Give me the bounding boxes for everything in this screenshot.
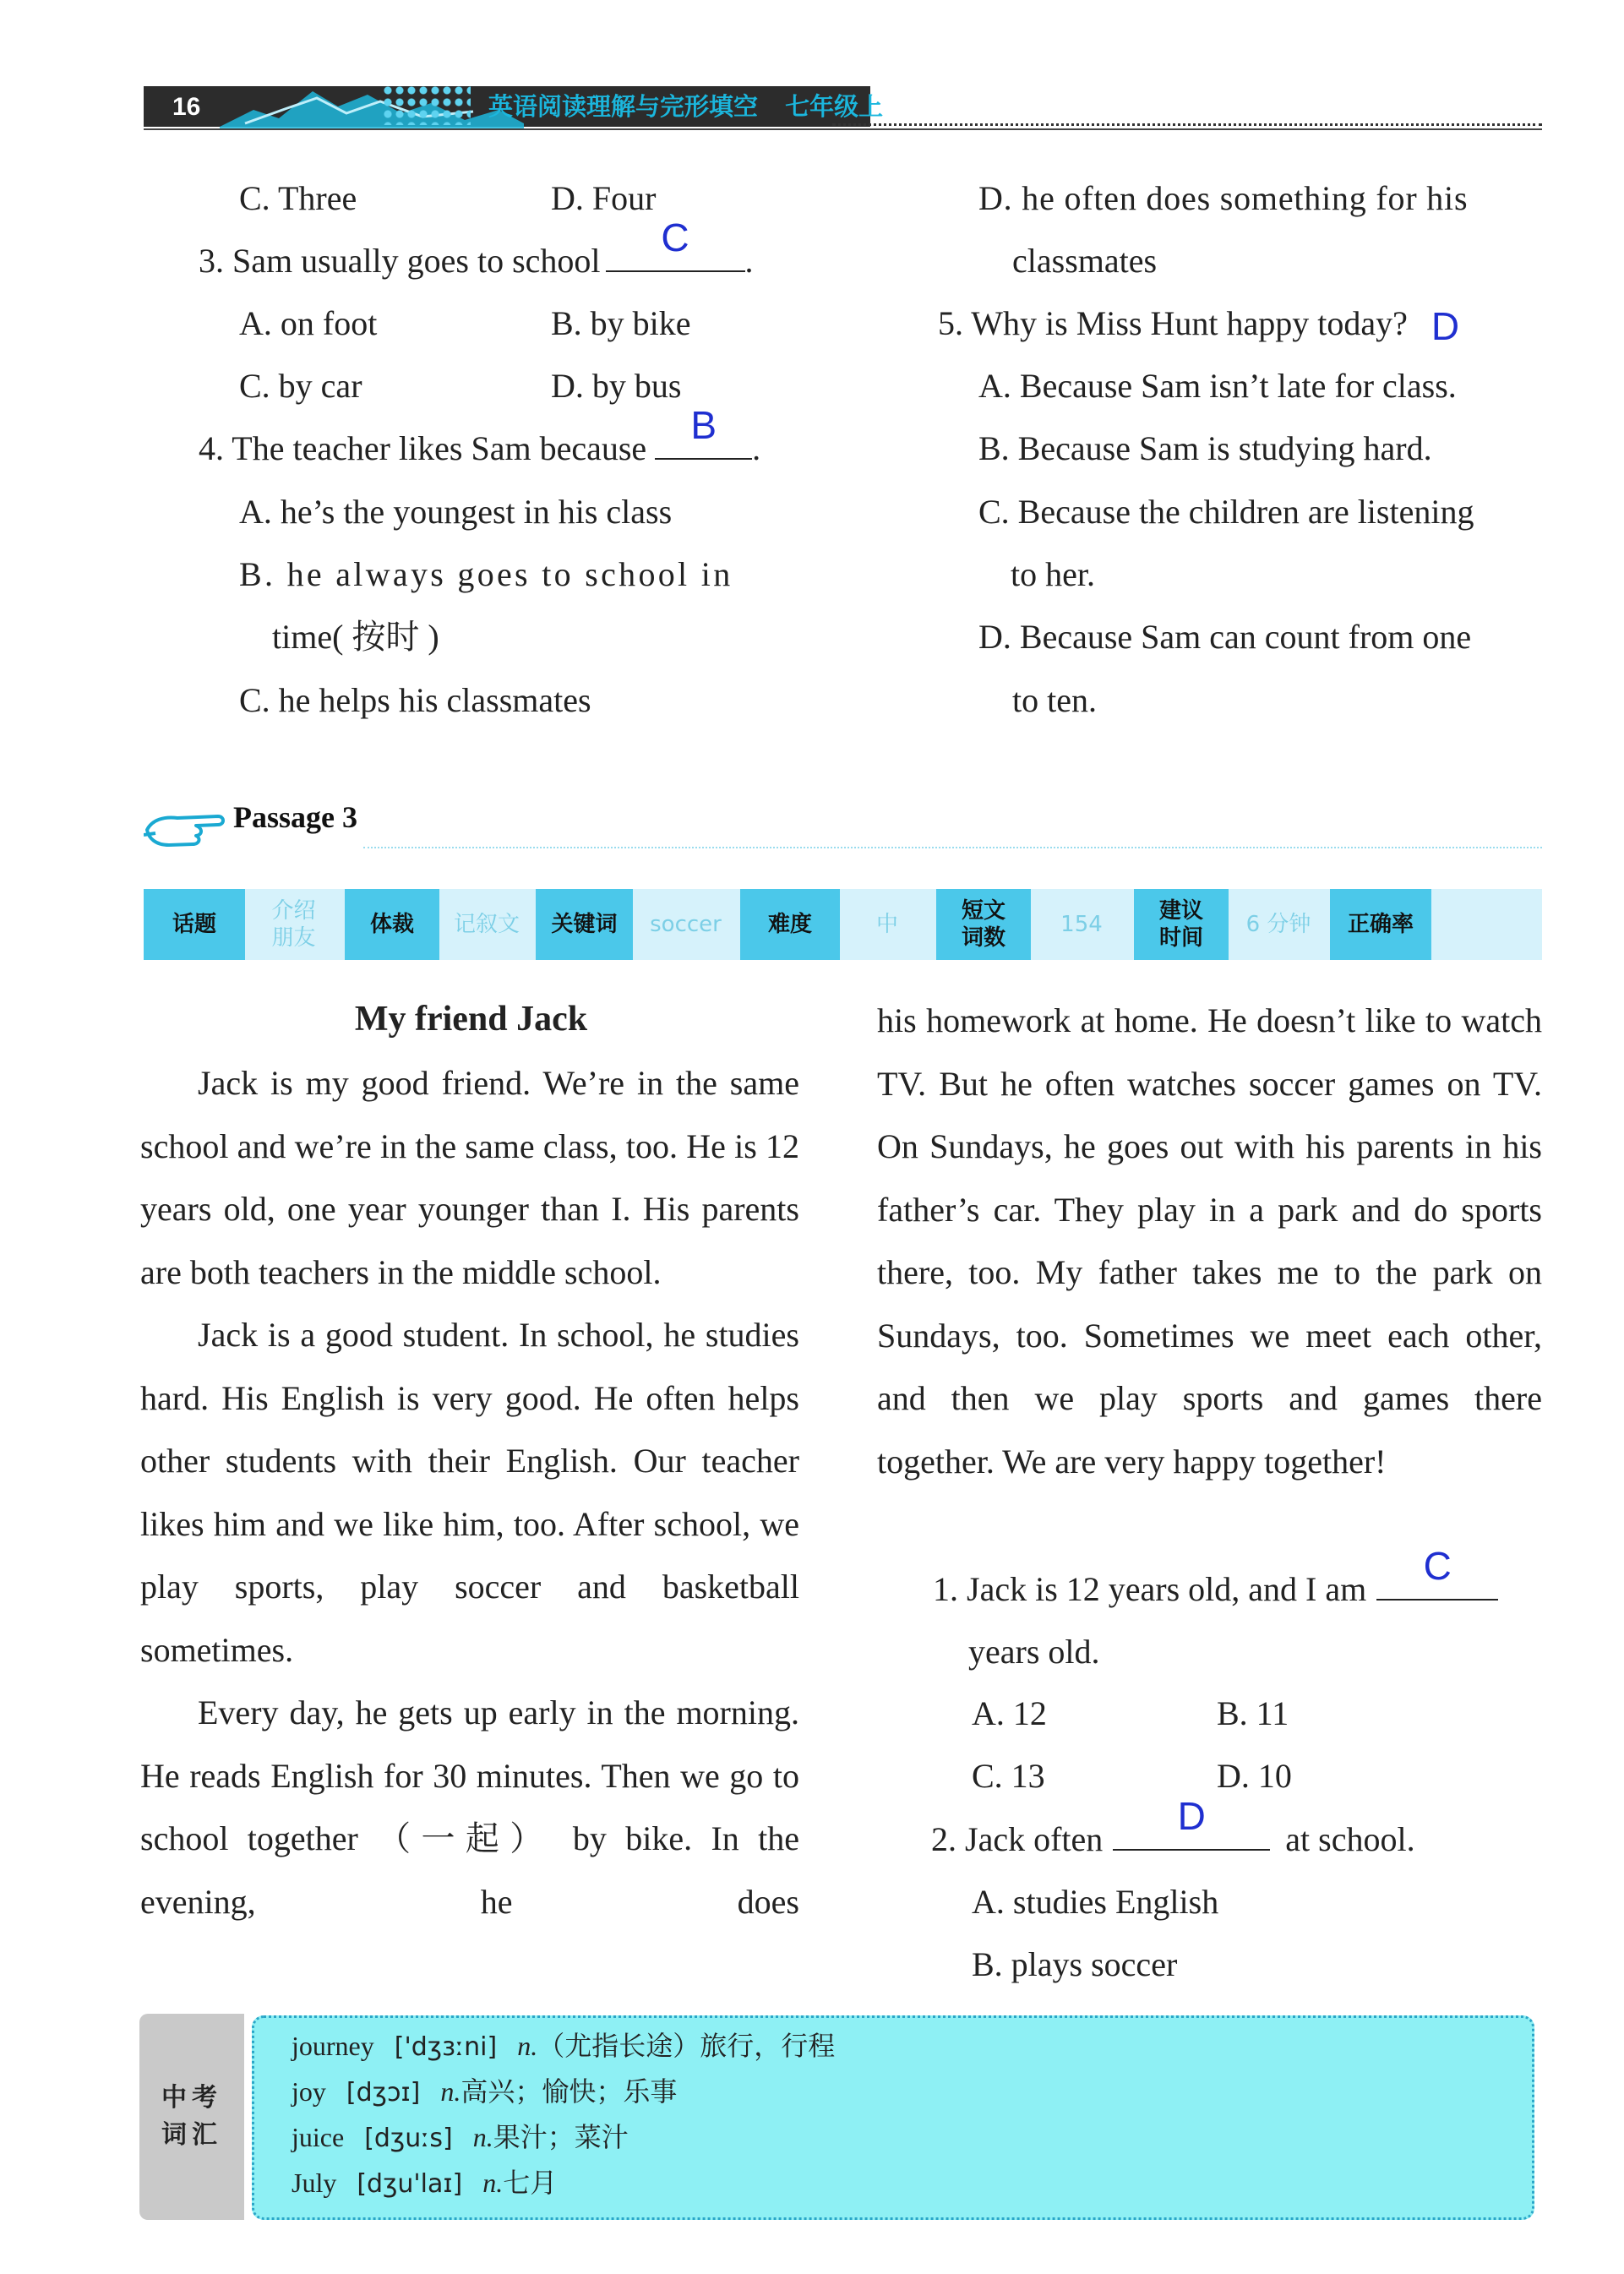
prev-q4-option-d-line1: D. he often does something for his: [978, 179, 1469, 217]
vocab-pos: n.: [472, 2122, 493, 2152]
prev-q5-option-c-line2: to her.: [1011, 555, 1095, 593]
pointing-hand-icon: [144, 804, 228, 850]
vocab-word: joy: [292, 2076, 326, 2107]
info-genre-value: 记叙文: [439, 889, 534, 960]
vocab-ipa: [dʒɔɪ]: [346, 2078, 421, 2108]
prev-q5-option-c-line1: C. Because the children are listening: [978, 493, 1474, 531]
prev-q5-stem: [938, 292, 1459, 355]
vocab-label-line-2: 词汇: [161, 2120, 222, 2150]
prev-q3-option-b: B. by bike: [551, 304, 691, 342]
vocab-pos: n.: [517, 2031, 538, 2061]
prev-q4-option-b-line1: B. he always goes to school in: [239, 555, 733, 593]
prev-q4-option-a: A. he’s the youngest in his class: [239, 493, 673, 531]
info-time-label-1: 建议: [1158, 898, 1203, 924]
info-time-value: 6 分钟: [1229, 889, 1328, 960]
page-number: 16: [172, 93, 201, 121]
passage-paragraph-2: Jack is a good student. In school, he studies hard. His English is very good. He often helps other students with their English. Our teacher likes him and we like him, too. After school, we play sports, play soccer and basketball sometimes.: [140, 1316, 799, 1669]
vocab-ipa: [dʒu'laɪ]: [357, 2169, 463, 2199]
q4-stem-text: 4. The teacher likes Sam because: [199, 429, 647, 467]
prev-q4-stem: 4. The teacher likes Sam because B .: [199, 403, 761, 467]
passage-paragraph-3: Every day, he gets up early in the morning. He reads English for 30 minutes. Then we go to school together （一起） by bike. In the evening, he does: [140, 1693, 799, 1921]
q1-option-b: B. 11: [1217, 1694, 1289, 1732]
q2-stem-text: 2. Jack often: [931, 1820, 1104, 1858]
prev-q2-option-c: C. Three: [239, 179, 357, 217]
vocab-entry: [292, 2023, 835, 2070]
header-dots: [382, 85, 471, 125]
prev-q4-option-c: C. he helps his classmates: [239, 681, 591, 719]
info-keyword-label: 关键词: [536, 889, 633, 960]
info-difficulty-value: 中: [840, 889, 935, 960]
q1-option-c: C. 13: [972, 1757, 1045, 1795]
q3-stem-text: 3. Sam usually goes to school: [199, 242, 601, 280]
q3-answer-blank: [606, 215, 745, 272]
q1-stem: [933, 1544, 1498, 1621]
prev-q2-option-d: D. Four: [551, 179, 657, 217]
prev-q3-option-c: C. by car: [239, 367, 362, 405]
vocab-meaning: （尤指长途）旅行，行程: [537, 2031, 836, 2061]
info-wordcount-label-1: 短文: [961, 898, 1005, 924]
info-topic-label: 话题: [144, 889, 245, 960]
vocab-ipa: ['dʒɜːni]: [394, 2032, 498, 2062]
info-difficulty-label: 难度: [740, 889, 840, 960]
vocab-label-line-1: 中考: [161, 2083, 222, 2113]
book-title: [488, 88, 883, 123]
passage-dotted-rule: [363, 847, 1542, 848]
info-wordcount-value: 154: [1031, 889, 1132, 960]
vocab-box: [252, 2015, 1534, 2220]
q3-answer: C: [661, 215, 689, 259]
vocab-pos: n.: [482, 2168, 504, 2198]
vocab-word: July: [292, 2168, 337, 2198]
vocab-word: journey: [292, 2031, 374, 2061]
header-dotted-rule: [832, 123, 1542, 126]
info-keyword-value: soccer: [633, 889, 738, 960]
vocab-pos: n.: [440, 2076, 461, 2107]
q5-answer: D: [1431, 304, 1460, 348]
prev-q4-option-b-line2: time( 按时 ): [272, 618, 439, 656]
prev-q3-option-a: A. on foot: [239, 304, 378, 342]
q1-answer: C: [1423, 1544, 1452, 1588]
q2-stem-end: at school.: [1285, 1820, 1415, 1858]
vocab-meaning: 果汁；菜汁: [493, 2122, 629, 2152]
q2-answer-blank: [1113, 1794, 1270, 1851]
grade-text: 七年级上: [785, 92, 884, 121]
header-underline: [144, 128, 1542, 130]
prev-q3-stem: 3. Sam usually goes to school C .: [199, 215, 754, 280]
q1-option-a: A. 12: [972, 1694, 1047, 1732]
vocab-meaning: 高兴；愉快；乐事: [460, 2076, 678, 2107]
info-wordcount-label: [936, 889, 1031, 960]
q1-answer-blank: [1376, 1544, 1498, 1601]
q4-answer: B: [690, 403, 717, 447]
vocab-entry: [292, 2069, 677, 2116]
info-wordcount-label-2: 词数: [961, 925, 1005, 951]
prev-q5-option-b: B. Because Sam is studying hard.: [978, 429, 1432, 467]
passage-left-column: [140, 1052, 799, 1933]
q4-answer-blank: [655, 403, 752, 460]
book-title-text: 英语阅读理解与完形填空: [488, 92, 759, 121]
q2-answer: D: [1177, 1794, 1206, 1838]
prev-q5-option-d-line1: D. Because Sam can count from one: [978, 618, 1472, 656]
passage-title: My friend Jack: [354, 1000, 588, 1039]
mountain-graphic: [220, 85, 524, 128]
info-time-label-2: 时间: [1158, 925, 1203, 951]
vocab-entry: [292, 2114, 629, 2162]
info-topic-value-1: 介绍: [271, 898, 316, 924]
passage-paragraph-1: Jack is my good friend. We’re in the same school and we’re in the same class, too. He is 12 years old, one year younger than I. His parents are both teachers in the middle school.: [140, 1064, 799, 1291]
q2-option-a: A. studies English: [972, 1883, 1219, 1921]
q1-stem-text: 1. Jack is 12 years old, and I am: [933, 1570, 1367, 1608]
passage-right-column: [877, 990, 1542, 1493]
info-topic-value-2: 朋友: [271, 925, 316, 951]
info-accuracy-label: 正确率: [1330, 889, 1431, 960]
q1-option-d: D. 10: [1217, 1757, 1292, 1795]
info-time-label: [1134, 889, 1229, 960]
vocab-word: juice: [292, 2122, 345, 2152]
q5-stem-text: 5. Why is Miss Hunt happy today?: [938, 304, 1408, 342]
passage-info-bar: [144, 889, 1542, 960]
vocab-ipa: [dʒuːs]: [364, 2124, 453, 2153]
vocab-side-label-text: [161, 2080, 222, 2154]
vocab-entry: [292, 2160, 557, 2207]
prev-q4-option-d-line2: classmates: [1012, 242, 1158, 280]
prev-q3-option-d: D. by bus: [551, 367, 682, 405]
info-topic-value: [245, 889, 342, 960]
q2-stem: [931, 1794, 1415, 1871]
passage-label: Passage 3: [233, 800, 357, 834]
info-accuracy-value: [1431, 889, 1542, 960]
page-header: [144, 81, 1542, 132]
info-genre-label: 体裁: [345, 889, 439, 960]
prev-q5-option-a: A. Because Sam isn’t late for class.: [978, 367, 1457, 405]
passage-paragraph-3-continued: his homework at home. He doesn’t like to watch TV. But he often watches soccer games on TV. On Sundays, he goes out with his parents in his father’s car. They play in a park and do sports there, too. My father takes me to the park on Sundays, too. Sometimes we meet each other, and then we play sports and games there together. We are very happy together!: [877, 1001, 1542, 1481]
vocab-meaning: 七月: [503, 2168, 558, 2198]
q2-option-b: B. plays soccer: [972, 1945, 1178, 1983]
vocab-side-label: [139, 2014, 244, 2220]
prev-q5-option-d-line2: to ten.: [1012, 681, 1097, 719]
q1-stem-end: years old.: [968, 1633, 1100, 1671]
